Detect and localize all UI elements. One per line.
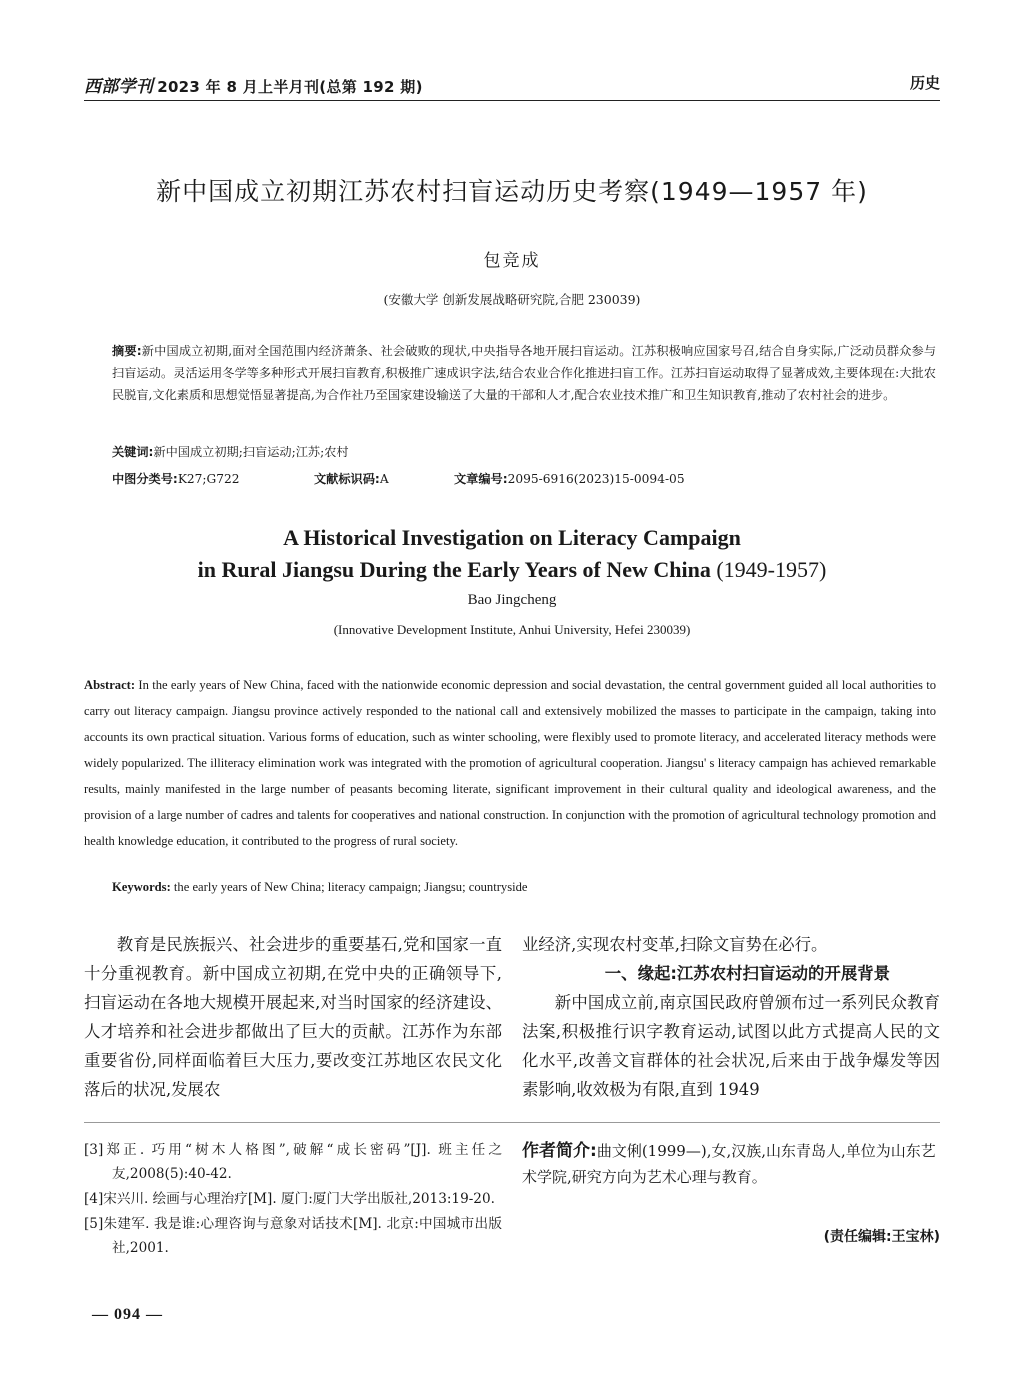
abstract-en xyxy=(84,672,936,854)
title-en-line2-text: in Rural Jiangsu During the Early Years of New China xyxy=(197,557,711,582)
art-label: 文章编号: xyxy=(454,472,508,486)
body-paragraph: 新中国成立前,南京国民政府曾颁布过一系列民众教育法案,积极推行识字教育运动,试图以此方式提高人民的文化水平,改善文盲群体的社会状况,后来由于战争爆发等因素影响,收效极为有限,直到 1949 xyxy=(522,993,940,1099)
affiliation-cn: (安徽大学 创新发展战略研究院,合肥 230039) xyxy=(383,292,641,307)
journal-issue xyxy=(84,72,423,97)
article-title-en xyxy=(84,522,940,586)
journal-logo: 西部学刊 xyxy=(84,77,154,97)
section-label: 历史 xyxy=(909,74,940,92)
body-column-right xyxy=(522,930,940,1104)
keywords-en-text: the early years of New China; literacy campaign; Jiangsu; countryside xyxy=(173,880,528,894)
page-number: — 094 — xyxy=(92,1306,163,1323)
doc-value: A xyxy=(379,472,389,486)
keywords-cn xyxy=(112,441,936,463)
title-en-line1: A Historical Investigation on Literacy Campaign xyxy=(283,525,741,550)
abstract-cn-text: 新中国成立初期,面对全国范围内经济萧条、社会破败的现状,中央指导各地开展扫盲运动。江苏积极响应国家号召,结合自身实际,广泛动员群众参与扫盲运动。灵活运用冬学等多种形式开展扫盲教育,积极推广速成识字法,结合农业合作化推进扫盲工作。江苏扫盲运动取得了显著成效,主要体现在:大批农民脱盲,文化素质和思想觉悟显著提高,为合作社乃至国家建设输送了大量的干部和人才,配合农业技术推广和卫生知识教育,推动了农村社会的进步。 xyxy=(112,344,937,402)
abstract-en-text: In the early years of New China, faced with the nationwide economic depression and social devastation, the central government guided all local authorities to carry out literacy campaign. Jiangsu province actively responded to the national call and extensively mobilized the masses to participate in the campaign, taking into accounts its own practical situation. Various forms of education, such as winter schooling, were flexibly used to promote literacy, and accelerated literacy methods were widely popularized. The illiteracy elimination work was integrated with the promotion of agricultural cooperation. Jiangsu' s literacy campaign has achieved remarkable results, mainly manifested in the large number of peasants becoming literate, significant improvement in their cultural quality and ideological awareness, and the provision of a large number of cadres and talents for cooperatives and national construction. In conjunction with the promotion of agricultural technology promotion and health knowledge education, it contributed to the progress of rural society. xyxy=(84,678,936,848)
article-number xyxy=(454,468,685,490)
author-name-en: Bao Jingcheng xyxy=(467,592,557,608)
keywords-cn-text: 新中国成立初期;扫盲运动;江苏;农村 xyxy=(153,445,349,459)
keywords-cn-label: 关键词: xyxy=(112,445,154,459)
article-title-cn: 新中国成立初期江苏农村扫盲运动历史考察(1949—1957 年) xyxy=(156,177,868,206)
issue-info: 2023 年 8 月上半月刊(总第 192 期) xyxy=(157,78,423,96)
abstract-cn xyxy=(112,340,936,406)
footnote-divider xyxy=(84,1122,940,1123)
header-rule xyxy=(84,100,940,101)
abstract-en-label: Abstract: xyxy=(84,678,136,692)
body-column-left xyxy=(84,930,502,1104)
clc-label: 中图分类号: xyxy=(112,472,178,486)
art-value: 2095-6916(2023)15-0094-05 xyxy=(507,472,685,486)
clc-value: K27;G722 xyxy=(177,472,240,486)
affiliation-en: (Innovative Development Institute, Anhui University, Hefei 230039) xyxy=(333,622,691,637)
doc-code xyxy=(314,468,389,490)
responsible-editor: (责任编辑:王宝林) xyxy=(823,1229,940,1245)
reference-list xyxy=(84,1138,502,1261)
keywords-en xyxy=(112,877,936,897)
body-paragraph-continued: 业经济,实现农村变革,扫除文盲势在必行。 xyxy=(522,935,828,954)
title-en-years: (1949-1957) xyxy=(716,557,827,582)
reference-item: [5]朱建军. 我是谁:心理咨询与意象对话技术[M]. 北京:中国城市出版社,2001. xyxy=(84,1216,502,1256)
author-bio xyxy=(522,1138,940,1190)
abstract-cn-label: 摘要: xyxy=(112,344,142,358)
clc-code xyxy=(112,468,240,490)
doc-label: 文献标识码: xyxy=(314,472,380,486)
reference-item: [4]宋兴川. 绘画与心理治疗[M]. 厦门:厦门大学出版社,2013:19-20. xyxy=(84,1191,495,1207)
keywords-en-label: Keywords: xyxy=(112,880,171,894)
reference-item: [3]郑正. 巧用“树木人格图”,破解“成长密码”[J]. 班主任之友,2008(5):40-42. xyxy=(84,1142,502,1182)
section-heading: 一、缘起:江苏农村扫盲运动的开展背景 xyxy=(604,964,890,983)
title-en-line2 xyxy=(84,554,940,586)
author-bio-label: 作者简介: xyxy=(522,1141,597,1161)
author-bio-text: 曲文俐(1999—),女,汉族,山东青岛人,单位为山东艺术学院,研究方向为艺术心理与教育。 xyxy=(522,1142,936,1186)
body-paragraph: 教育是民族振兴、社会进步的重要基石,党和国家一直十分重视教育。新中国成立初期,在党中央的正确领导下,扫盲运动在各地大规模开展起来,对当时国家的经济建设、人才培养和社会进步都做出了巨大的贡献。江苏作为东部重要省份,同样面临着巨大压力,要改变江苏地区农民文化落后的状况,发展农 xyxy=(84,935,502,1099)
author-name-cn: 包竞成 xyxy=(483,251,541,271)
running-header xyxy=(84,70,940,98)
